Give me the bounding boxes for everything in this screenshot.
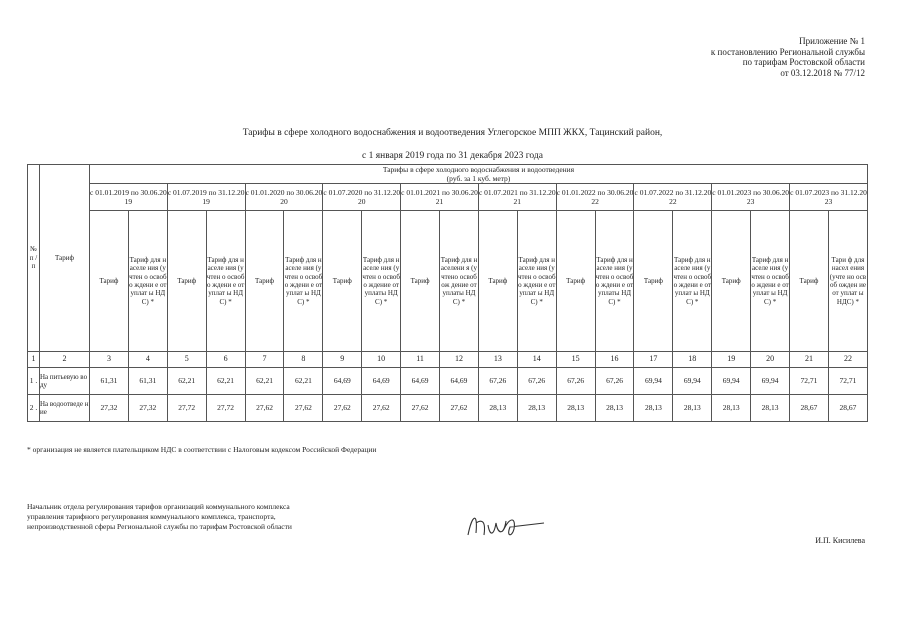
column-number: 3: [90, 352, 129, 368]
tariff-subheader: Тариф: [478, 211, 517, 352]
tariff-value-cell: 27,62: [323, 395, 362, 422]
population-tariff-subheader: Тариф для населе ния (учтен о освобо ждени е от уплат ы НДС) *: [284, 211, 323, 352]
tariff-value-cell: 67,26: [517, 368, 556, 395]
tariff-value-cell: 67,26: [556, 368, 595, 395]
column-number: 18: [673, 352, 712, 368]
tariff-value-cell: 27,32: [90, 395, 129, 422]
period-header: с 01.01.2023 по 30.06.2023: [712, 184, 790, 211]
tariff-value-cell: 27,72: [167, 395, 206, 422]
tariff-subheader: Тариф: [90, 211, 129, 352]
footnote: * организация не является плательщиком НДС в соответствии с Налоговым кодексом Российской Федерации: [27, 445, 377, 454]
tariff-value-cell: 28,13: [751, 395, 790, 422]
row-number: 1 .: [28, 368, 40, 395]
chief-title: [27, 502, 292, 532]
column-number: 2: [40, 352, 90, 368]
appendix-block: [711, 36, 865, 78]
tariff-value-cell: 69,94: [712, 368, 751, 395]
population-tariff-subheader: Тариф для населе ния (учтен о освобо ждени е от уплат ы НДС) *: [206, 211, 245, 352]
period-header: с 01.07.2022 по 31.12.2022: [634, 184, 712, 211]
period-header: с 01.07.2021 по 31.12.2021: [478, 184, 556, 211]
column-number-row: [28, 352, 868, 368]
appendix-line-1: Приложение № 1: [799, 36, 865, 46]
tariff-value-cell: 27,72: [206, 395, 245, 422]
table-row: [28, 368, 868, 395]
tariff-value-cell: 69,94: [673, 368, 712, 395]
row-number: 2 .: [28, 395, 40, 422]
tariff-value-cell: 27,32: [128, 395, 167, 422]
tariff-value-cell: 67,26: [478, 368, 517, 395]
tariff-value-cell: 28,13: [673, 395, 712, 422]
row-label: На водоотведе ние: [40, 395, 90, 422]
chief-line-2: управления тарифного регулирования коммунального комплекса, транспорта,: [27, 512, 276, 521]
tariff-value-cell: 61,31: [90, 368, 129, 395]
column-number: 9: [323, 352, 362, 368]
tariff-value-cell: 27,62: [440, 395, 479, 422]
population-tariff-subheader: Тариф для населе ния (учтен о освобо ждение от уплаты НДС) *: [362, 211, 401, 352]
period-header: с 01.01.2019 по 30.06.2019: [90, 184, 168, 211]
chief-line-1: Начальник отдела регулирования тарифов организаций коммунального комплекса: [27, 502, 290, 511]
tariff-value-cell: 64,69: [323, 368, 362, 395]
tariff-value-cell: 27,62: [284, 395, 323, 422]
tariff-value-cell: 27,62: [245, 395, 284, 422]
subheader-row: [28, 211, 868, 352]
column-number: 4: [128, 352, 167, 368]
tariff-value-cell: 27,62: [362, 395, 401, 422]
population-tariff-subheader: Тариф для населе ния (учтен о освобо ждени е от уплат ы НДС) *: [517, 211, 556, 352]
tariff-subheader: Тариф: [790, 211, 829, 352]
column-number: 19: [712, 352, 751, 368]
column-number: 11: [401, 352, 440, 368]
tariff-value-cell: 27,62: [401, 395, 440, 422]
tariff-subheader: Тариф: [556, 211, 595, 352]
column-number: 20: [751, 352, 790, 368]
column-number: 15: [556, 352, 595, 368]
tariff-value-cell: 69,94: [634, 368, 673, 395]
tariff-subheader: Тариф: [245, 211, 284, 352]
tariff-value-cell: 72,71: [828, 368, 867, 395]
period-header: с 01.01.2020 по 30.06.2020: [245, 184, 323, 211]
appendix-line-3: по тарифам Ростовской области: [742, 57, 865, 67]
appendix-line-4: от 03.12.2018 № 77/12: [780, 67, 865, 78]
tariff-subheader: Тариф: [401, 211, 440, 352]
tariff-value-cell: 64,69: [440, 368, 479, 395]
column-number: 22: [828, 352, 867, 368]
tariff-subheader: Тариф: [712, 211, 751, 352]
tariff-value-cell: 28,13: [595, 395, 634, 422]
tariff-value-cell: 72,71: [790, 368, 829, 395]
tariff-value-cell: 69,94: [751, 368, 790, 395]
tariff-value-cell: 62,21: [206, 368, 245, 395]
document-title: Тарифы в сфере холодного водоснабжения и водоотведения Углегорское МПП ЖКХ, Тацинский район,: [242, 128, 663, 138]
column-number: 7: [245, 352, 284, 368]
column-number: 10: [362, 352, 401, 368]
tariff-table: [27, 164, 868, 422]
num-header: № п / п: [28, 165, 40, 352]
tariff-value-cell: 67,26: [595, 368, 634, 395]
population-tariff-subheader: Тариф для населе ния (учтен о освобо ждени е от уплат ы НДС) *: [128, 211, 167, 352]
column-number: 14: [517, 352, 556, 368]
population-tariff-subheader: Тари ф для насел ения (учте но освоб ожден ие от уплат ы НДС) *: [828, 211, 867, 352]
column-number: 16: [595, 352, 634, 368]
population-tariff-subheader: Тариф для населени я (учтено освобож дение от уплаты НДС) *: [440, 211, 479, 352]
period-header: с 01.01.2021 по 30.06.2021: [401, 184, 479, 211]
signer-name: И.П. Кисилева: [815, 536, 865, 545]
tariff-subheader: Тариф: [634, 211, 673, 352]
group-header-line-2: (руб. за 1 куб. метр): [446, 174, 511, 183]
chief-line-3: непроизводственной сферы Региональной службы по тарифам Ростовской области: [27, 522, 292, 531]
column-number: 13: [478, 352, 517, 368]
tariff-subheader: Тариф: [323, 211, 362, 352]
document-period: с 1 января 2019 года по 31 декабря 2023 года: [362, 151, 543, 161]
period-header: с 01.07.2019 по 31.12.2019: [167, 184, 245, 211]
column-number: 8: [284, 352, 323, 368]
period-header: с 01.07.2023 по 31.12.2023: [790, 184, 868, 211]
signature-icon: [460, 505, 550, 545]
tariff-header: Тариф: [40, 165, 90, 352]
period-row: [28, 184, 868, 211]
period-header: с 01.01.2022 по 30.06.2022: [556, 184, 634, 211]
tariff-value-cell: 61,31: [128, 368, 167, 395]
column-number: 5: [167, 352, 206, 368]
population-tariff-subheader: Тариф для населе ния (учтен о освобо ждени е от уплаты НДС) *: [595, 211, 634, 352]
period-header: с 01.07.2020 по 31.12.2020: [323, 184, 401, 211]
appendix-line-2: к постановлению Региональной службы: [710, 46, 865, 57]
column-number: 6: [206, 352, 245, 368]
tariff-value-cell: 28,13: [634, 395, 673, 422]
tariff-value-cell: 28,67: [790, 395, 829, 422]
tariff-value-cell: 62,21: [245, 368, 284, 395]
column-number: 17: [634, 352, 673, 368]
tariff-value-cell: 62,21: [284, 368, 323, 395]
tariff-value-cell: 28,13: [556, 395, 595, 422]
tariff-value-cell: 28,13: [712, 395, 751, 422]
table-row: [28, 395, 868, 422]
tariff-value-cell: 64,69: [362, 368, 401, 395]
group-header: [90, 165, 868, 184]
tariff-value-cell: 62,21: [167, 368, 206, 395]
column-number: 21: [790, 352, 829, 368]
group-header-line-1: Тарифы в сфере холодного водоснабжения и водоотведения: [382, 165, 575, 174]
population-tariff-subheader: Тариф для населе ния (учтен о освобо ждени е от уплат ы НДС) *: [751, 211, 790, 352]
tariff-value-cell: 28,67: [828, 395, 867, 422]
tariff-subheader: Тариф: [167, 211, 206, 352]
tariff-value-cell: 64,69: [401, 368, 440, 395]
row-label: На питьевую воду: [40, 368, 90, 395]
tariff-value-cell: 28,13: [517, 395, 556, 422]
column-number: 1: [28, 352, 40, 368]
table-header-row: [28, 165, 868, 184]
tariff-value-cell: 28,13: [478, 395, 517, 422]
population-tariff-subheader: Тариф для населе ния (учтен о освобо ждени е от уплат ы НДС) *: [673, 211, 712, 352]
column-number: 12: [440, 352, 479, 368]
